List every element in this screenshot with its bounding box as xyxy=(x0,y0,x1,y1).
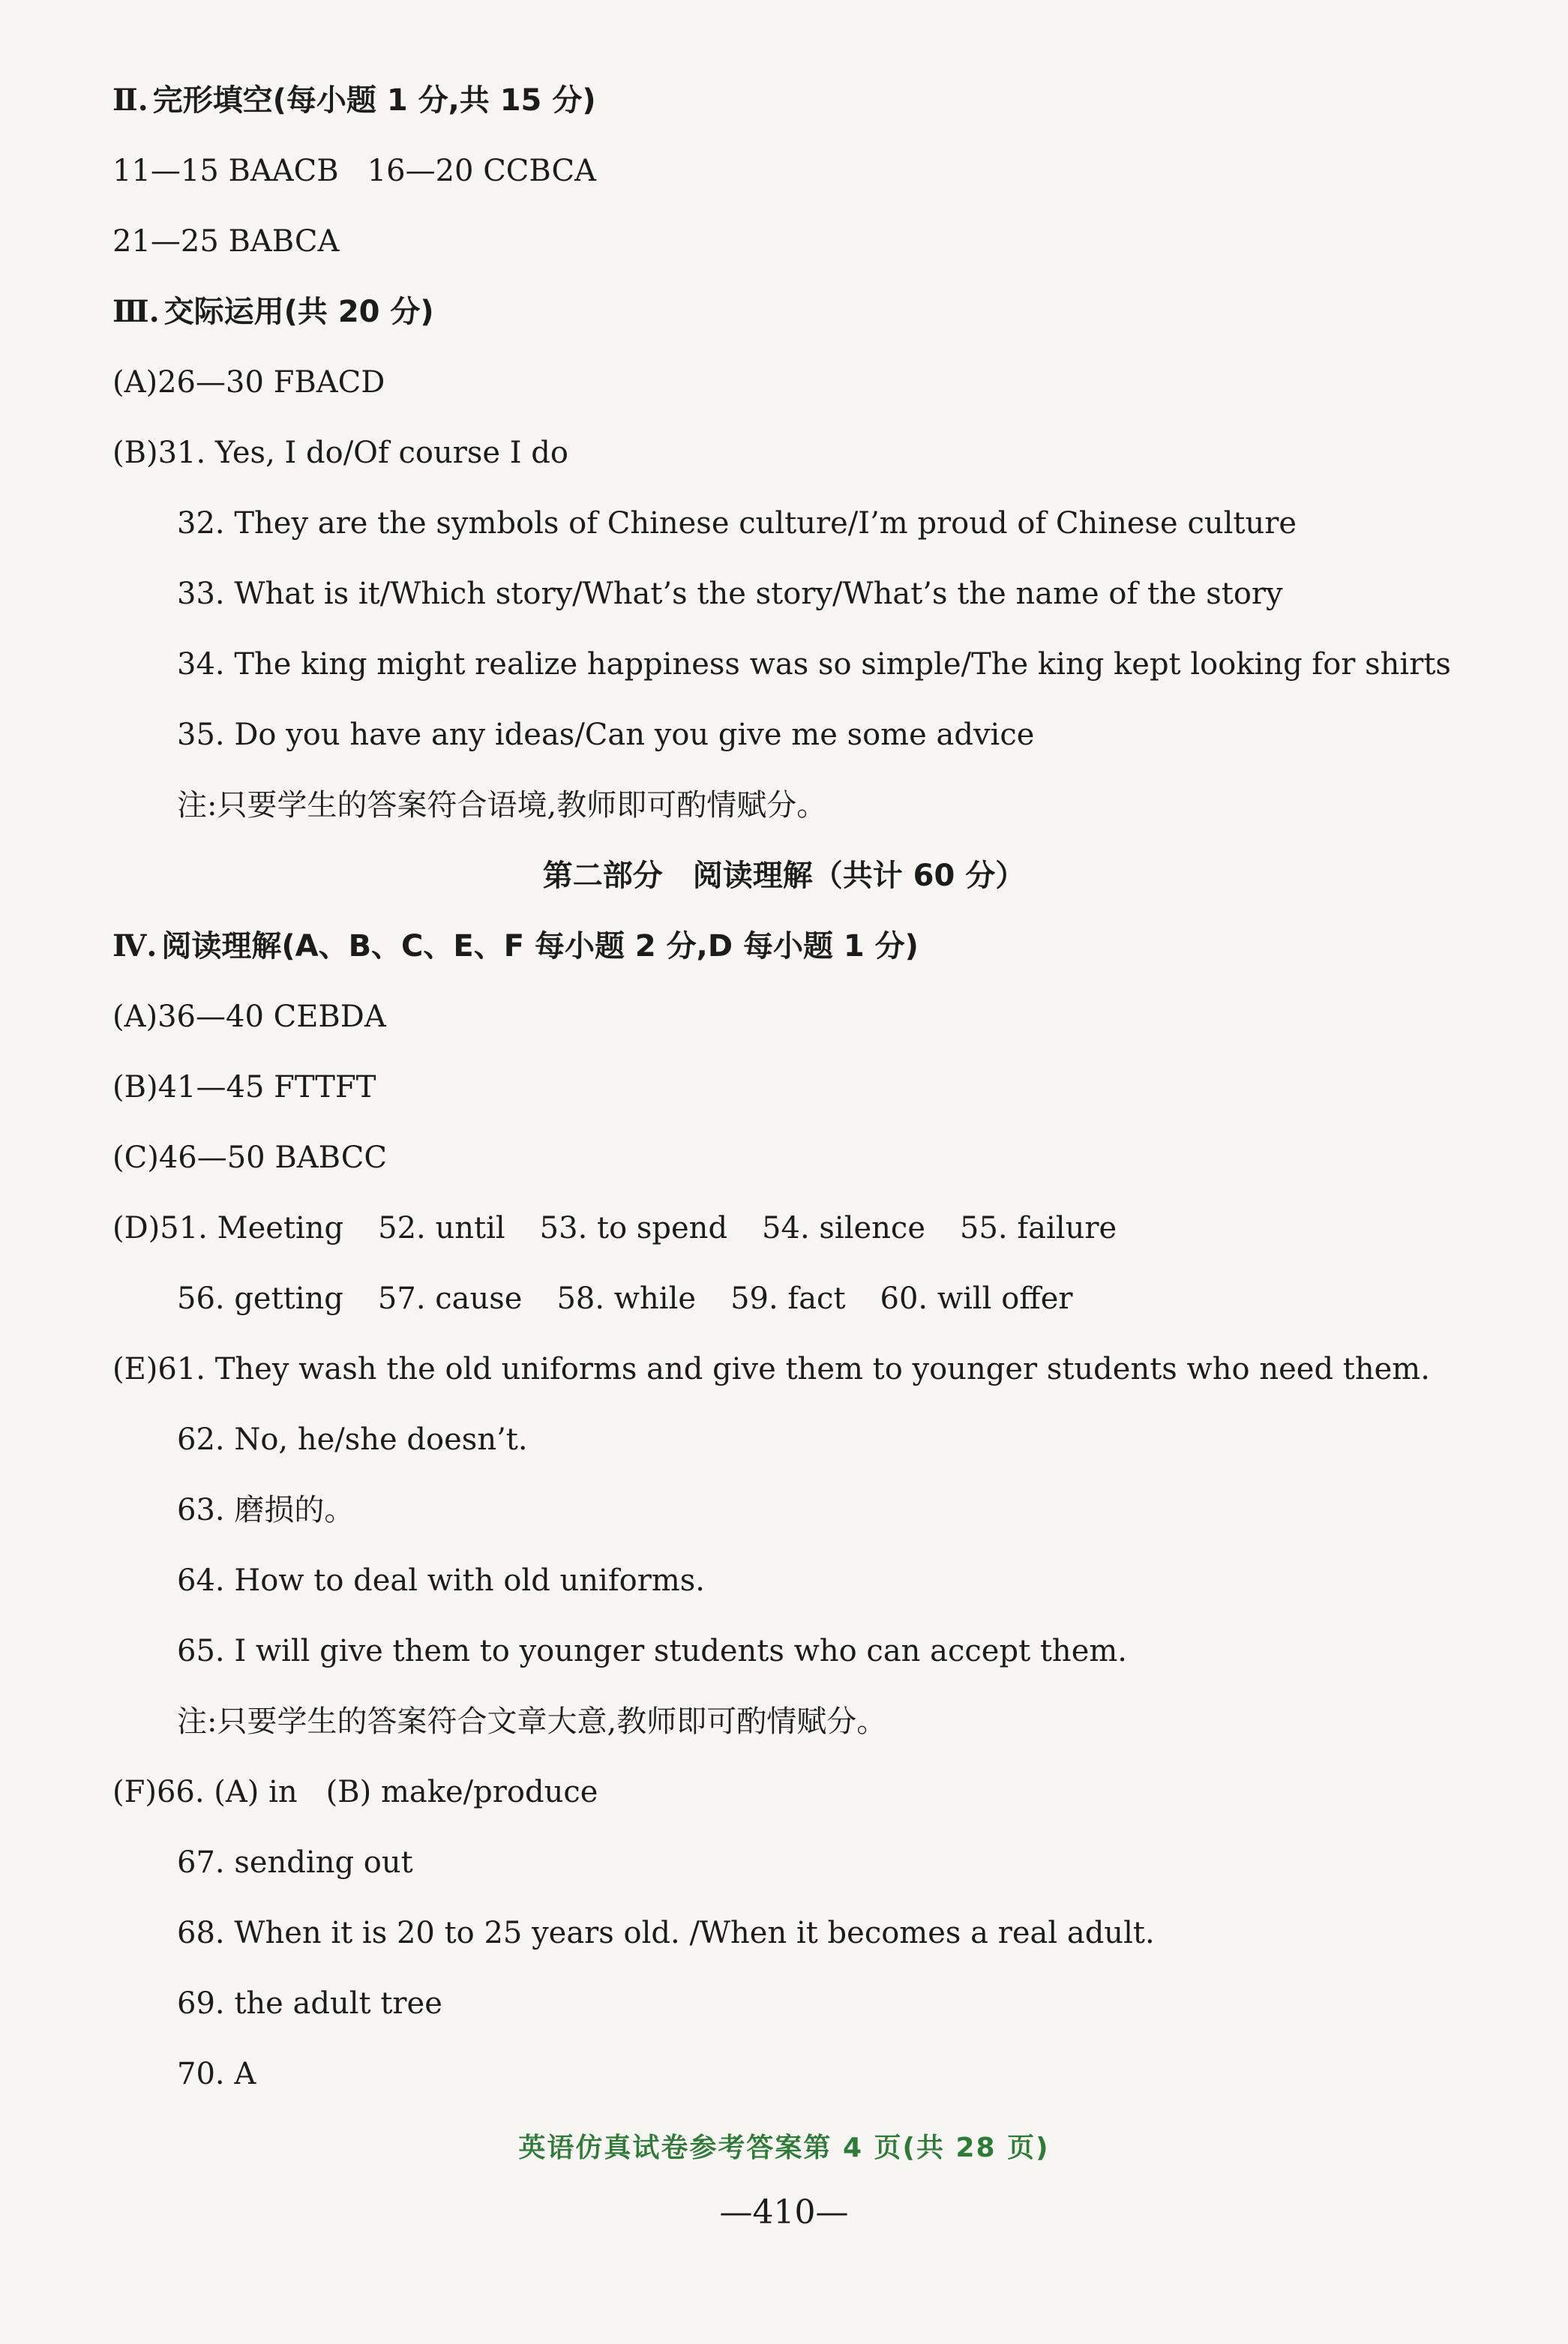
answer-56: 56. getting xyxy=(177,1281,343,1316)
answer-range-11-15: 11—15 BAACB xyxy=(112,154,339,188)
answer-57: 57. cause xyxy=(377,1281,523,1316)
answer-69: 69. the adult tree xyxy=(177,1986,442,2021)
section-3-note: 注:只要学生的答案符合语境,教师即可酌情赋分。 xyxy=(177,788,827,823)
answer-58: 58. while xyxy=(556,1281,697,1316)
answer-59: 59. fact xyxy=(730,1281,846,1316)
answer-66-b: (B) make/produce xyxy=(325,1775,598,1809)
answer-67: 67. sending out xyxy=(177,1845,413,1880)
answer-62: 62. No, he/she doesn’t. xyxy=(177,1422,528,1457)
answer-55: 55. failure xyxy=(960,1211,1117,1245)
answer-range-21-25: 21—25 BABCA xyxy=(112,224,340,259)
section-4-number: Ⅳ. xyxy=(112,928,157,964)
section-4-part-a: (A)36—40 CEBDA xyxy=(112,1000,386,1034)
answer-54: 54. silence xyxy=(762,1211,925,1245)
section-4-part-e-note: 注:只要学生的答案符合文章大意,教师即可酌情赋分。 xyxy=(177,1704,887,1739)
answer-33: 33. What is it/Which story/What’s the story/What’s the name of the story xyxy=(177,577,1283,611)
answer-65: 65. I will give them to younger students who can accept them. xyxy=(177,1634,1128,1668)
section-2-row-1 xyxy=(112,150,596,192)
section-4-title: 阅读理解(A、B、C、E、F 每小题 2 分,D 每小题 1 分) xyxy=(161,929,919,964)
section-3-part-a: (A)26—30 FBACD xyxy=(112,365,385,400)
answer-68: 68. When it is 20 to 25 years old. /When it becomes a real adult. xyxy=(177,1916,1155,1950)
answer-60: 60. will offer xyxy=(880,1281,1073,1316)
section-4-part-b: (B)41—45 FTTFT xyxy=(112,1070,376,1105)
answer-34: 34. The king might realize happiness was so simple/The king kept looking for shirts xyxy=(177,647,1451,682)
answer-70: 70. A xyxy=(177,2057,256,2091)
answer-52: 52. until xyxy=(378,1211,505,1245)
section-3-number: Ⅲ. xyxy=(112,294,160,329)
section-3-heading xyxy=(112,291,434,333)
section-4-part-d-row-1 xyxy=(112,1207,1117,1249)
answer-63: 63. 磨损的。 xyxy=(177,1493,355,1527)
section-4-part-f-66 xyxy=(112,1771,598,1813)
section-4-part-e-61: (E)61. They wash the old uniforms and give them to younger students who need them. xyxy=(112,1352,1430,1386)
section-4-part-c: (C)46—50 BABCC xyxy=(112,1141,387,1175)
answer-range-16-20: 16—20 CCBCA xyxy=(367,154,597,188)
part-2-title: 第二部分 阅读理解（共计 60 分） xyxy=(542,859,1026,893)
section-3-part-b-31: (B)31. Yes, I do/Of course I do xyxy=(112,436,568,470)
section-4-heading xyxy=(112,925,919,967)
section-2-title: 完形填空(每小题 1 分,共 15 分) xyxy=(152,83,596,118)
section-3-title: 交际运用(共 20 分) xyxy=(163,295,434,329)
footer-title: 英语仿真试卷参考答案第 4 页(共 28 页) xyxy=(518,2133,1050,2163)
section-2-heading xyxy=(112,79,596,121)
answer-53: 53. to spend xyxy=(539,1211,728,1245)
answer-66-a: (F)66. (A) in xyxy=(112,1775,298,1809)
answer-51: (D)51. Meeting xyxy=(112,1211,344,1245)
section-4-part-d-row-2 xyxy=(177,1278,1072,1320)
answer-35: 35. Do you have any ideas/Can you give me some advice xyxy=(177,718,1035,752)
answer-32: 32. They are the symbols of Chinese culture/I’m proud of Chinese culture xyxy=(177,506,1297,541)
section-2-number: Ⅱ. xyxy=(112,82,148,118)
answer-64: 64. How to deal with old uniforms. xyxy=(177,1563,706,1598)
page-number: —410— xyxy=(719,2193,849,2232)
